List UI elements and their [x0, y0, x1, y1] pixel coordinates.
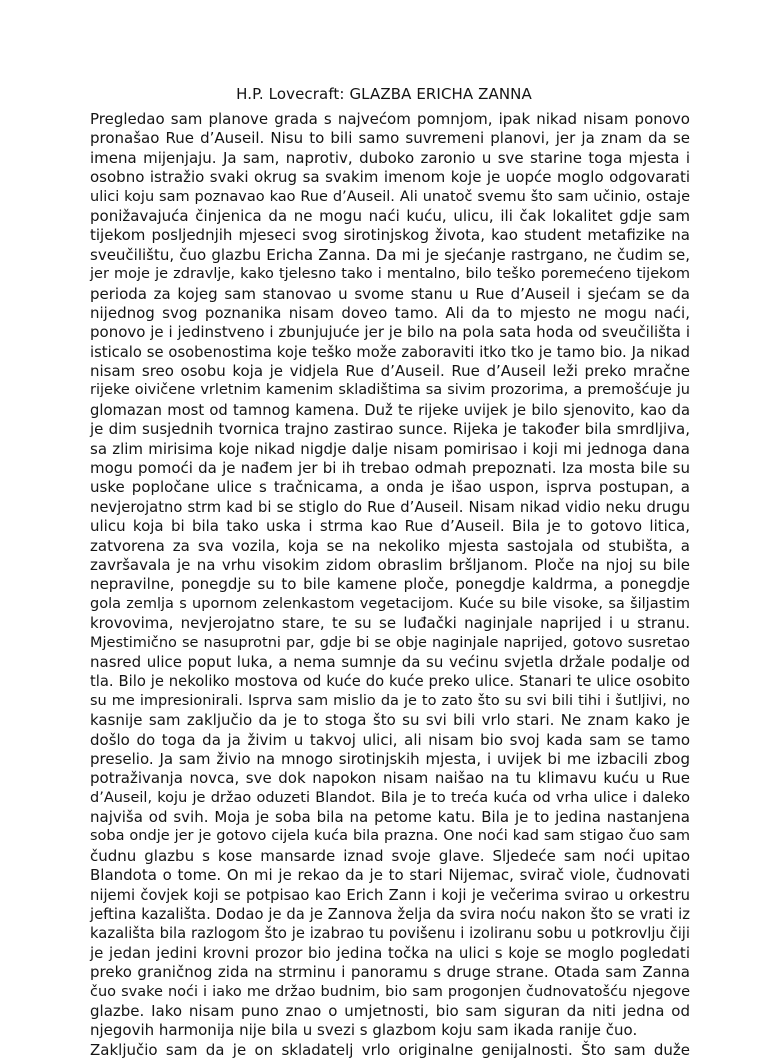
body-text-line: tla. Bilo je nekoliko mostova od kuće do kuće preko ulice. Stanari te ulice osobito	[90, 673, 690, 691]
body-text-line: gola zemlja s upornom zelenkastom vegetacijom. Kuće su bile visoke, sa šiljastim	[90, 595, 690, 612]
body-text-line: ulicu koja bi bila tako uska i strma kao Rue d’Auseil. Bila je to gotovo litica,	[90, 517, 690, 536]
body-text-line: preko graničnog zida na strminu i panoramu s druge strane. Otada sam Zanna	[90, 963, 690, 982]
body-text-line: nijednog svog poznanika nisam doveo tamo. Ali da to mjesto ne mogu naći,	[90, 303, 690, 322]
body-text-line: rijeke oivičene vrletnim kamenim skladištima sa sivim prozorima, a premošćuje ju	[90, 382, 690, 399]
body-text-line: Zaključio sam da je on skladatelj vrlo originalne genijalnosti. Što sam duže	[90, 1040, 690, 1059]
body-text-line: osobno istražio svaki okrug sa svakim imenom koje je uopće moglo odgovarati	[90, 168, 690, 187]
body-text-line: nijemi čovjek koji se potpisao kao Erich Zann i koji je večerima svirao u orkestru	[90, 886, 690, 904]
body-text-line: glazbe. Iako nisam puno znao o umjetnosti, bio sam siguran da niti jedna od	[90, 1001, 690, 1020]
body-text-line: ponovo je i jedinstveno i zbunjujuće jer je bilo na pola sata hoda od sveučilišta i	[90, 323, 690, 342]
body-text-line: jeftina kazališta. Dodao je da je Zannova želja da svira noću nakon što se vrati iz	[90, 906, 690, 924]
body-text-line: je dim susjednih tvornica trajno zastirao sunce. Rijeka je također bila smrdljiva,	[90, 420, 690, 439]
body-text-line: mogu pomoći da je nađem jer bi ih trebao odmah prepoznati. Iza mosta bile su	[90, 459, 690, 478]
body-text-line: jer moje je zdravlje, kako tjelesno tako i mentalno, bilo teško poremećeno tijekom	[90, 266, 690, 283]
body-text-line: kasnije sam zaključio da je to stoga što su svi bili vrlo stari. Ne znam kako je	[90, 711, 690, 730]
body-text-line: nisam sreo osobu koja je vidjela Rue d’Auseil. Rue d’Auseil leži preko mračne	[90, 362, 690, 381]
body-text-line: Mjestimično se nasuprotni par, gdje bi se obje naginjale naprijed, gotovo susretao	[90, 634, 690, 651]
body-text-line: čudnu glazbu s kose mansarde iznad svoje glave. Sljedeće sam noći upitao	[90, 846, 690, 865]
body-text-line: zatvorena za sva vozila, koja se na nekoliko mjesta sastojala od stubišta, a	[90, 536, 690, 555]
body-text-line: došlo do toga da ja živim u takvoj ulici, ali nisam bio svoj kada sam se tamo	[90, 730, 690, 749]
body-text-line: sveučilištu, čuo glazbu Ericha Zanna. Da mi je sjećanje rastrgano, ne čudim se,	[90, 245, 690, 264]
body-text-line: nepravilne, ponegdje su to bile kamene ploče, ponegdje kaldrma, a ponegdje	[90, 575, 690, 594]
body-text-line: perioda za kojeg sam stanovao u svome stanu u Rue d’Auseil i sjećam se da	[90, 284, 690, 303]
body-text-line: d’Auseil, koju je držao oduzeti Blandot. Bila je to treća kuća od vrha ulice i daleko	[90, 789, 690, 806]
body-text-line: pronašao Rue d’Auseil. Nisu to bili samo suvremeni planovi, jer ja znam da se	[90, 129, 690, 148]
body-text-line: soba ondje jer je gotovo cijela kuća bila prazna. One noći kad sam stigao čuo sam	[90, 828, 690, 845]
body-text-line: tijekom posljednjih mjeseci svog sirotinjskog života, kao student metafizike na	[90, 226, 690, 245]
body-text-line: je jedan jedini krovni prozor bio jedina točka na ulici s koje se moglo pogledati	[90, 943, 690, 962]
body-text-line: potraživanja novca, sve dok napokon nisam naišao na tu klimavu kuću u Rue	[90, 769, 690, 788]
body-text-line: kazališta bila razlogom što je izabrao tu povišenu i izoliranu sobu u potkrovlju čiji	[90, 925, 690, 943]
body-text-line: ponižavajuća činjenica da ne mogu naći kuću, ulicu, ili čak lokalitet gdje sam	[90, 206, 690, 225]
body-text-line: najviša od svih. Moja je soba bila na petome katu. Bila je to jedina nastanjena	[90, 808, 690, 827]
body-text-line: sa zlim mirisima koje nikad nigdje dalje nisam pomirisao i koji mi jednoga dana	[90, 439, 690, 458]
body-text-line: njegovih harmonija nije bila u svezi s glazbom koju sam ikada ranije čuo.	[90, 1021, 638, 1040]
document-body	[90, 110, 690, 1060]
body-text-line: imena mijenjaju. Ja sam, naprotiv, duboko zaronio u sve starine toga mjesta i	[90, 148, 690, 167]
body-text-line: krovovima, nevjerojatno stare, te su se luđački naginjale naprijed i u stranu.	[90, 614, 690, 633]
document-title: H.P. Lovecraft: GLAZBA ERICHA ZANNA	[236, 85, 532, 103]
body-text-line: su me impresionirali. Isprva sam mislio da je to zato što su svi bili tihi i šutljivi, no	[90, 692, 690, 709]
body-text-line: isticalo se osobenostima koje teško može zaboraviti itko tko je tamo bio. Ja nikad	[90, 343, 690, 361]
body-text-line: uske popločane ulice s tračnicama, a onda je išao uspon, isprva postupan, a	[90, 478, 690, 497]
body-text-line: preselio. Ja sam živio na mnogo sirotinjskih mjesta, i uvijek bi me izbacili zbog	[90, 749, 690, 768]
body-text-line: završavala je na vrhu visokim zidom obraslim bršljanom. Ploče na njoj su bile	[90, 555, 690, 574]
body-text-line: Blandota o tome. On mi je rekao da je to stari Nijemac, svirač viole, čudnovati	[90, 866, 690, 885]
body-text-line: ulici koju sam poznavao kao Rue d’Auseil. Ali unatoč svemu što sam učinio, ostaje	[90, 188, 690, 205]
body-text-line: čuo svake noći i iako me držao budnim, bio sam progonjen čudnovatošću njegove	[90, 983, 690, 1000]
body-text-line: Pregledao sam planove grada s najvećom pomnjom, ipak nikad nisam ponovo	[90, 110, 690, 128]
body-text-line: nasred ulice poput luka, a nema sumnje da su većinu svjetla držale podalje od	[90, 652, 690, 671]
body-text-line: glomazan most od tamnog kamena. Duž te rijeke uvijek je bilo sjenovito, kao da	[90, 401, 690, 419]
body-text-line: nevjerojatno strm kad bi se stiglo do Rue d’Auseil. Nisam nikad vidio neku drugu	[90, 498, 690, 516]
